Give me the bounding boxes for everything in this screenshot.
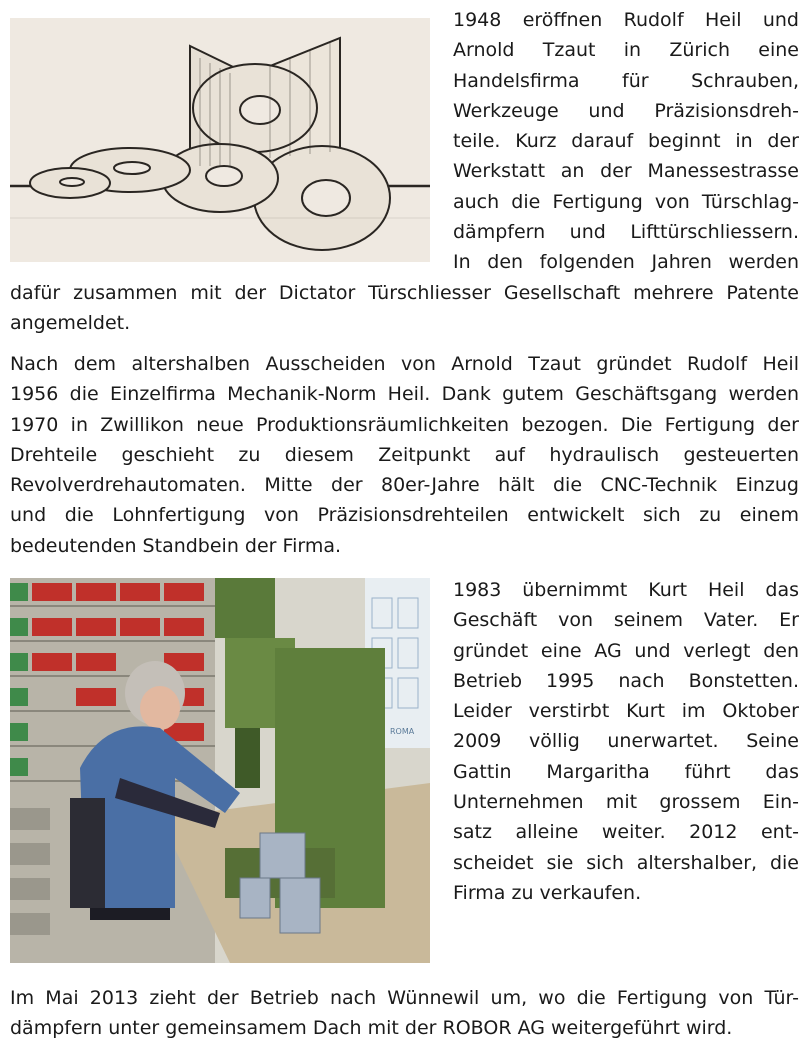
text-line: Unternehmen mit grossem Ein- [453,791,799,814]
text-line: gründet eine AG und verlegt den [453,639,799,662]
text-line: auch die Fertigung von Türschlag- [453,190,799,213]
text-line: Drehteile geschieht zu diesem Zeitpunkt auf hydraulisch gesteuerten [10,443,799,466]
workshop-photo-icon [10,578,430,963]
text-line: satz alleine weiter. 2012 ent- [453,821,799,844]
text-line: 2009 völlig unerwartet. Seine [453,730,799,753]
text-line: 1948 eröffnen Rudolf Heil und [453,9,799,31]
text-line: dämpfern und Lifttürschliessern. [453,221,799,244]
washers-illustration-icon [10,18,430,262]
workshop-photo [10,578,430,963]
paragraph-4 [10,983,799,1044]
text-line: Geschäft von seinem Vater. Er [453,609,799,632]
paragraph-3 [453,575,799,908]
text-line: bedeutenden Standbein der Firma. [10,534,342,557]
text-line: In den folgenden Jahren werden [453,251,799,274]
text-line: Gattin Margaritha führt das [453,760,799,783]
text-line: angemeldet. [10,312,131,335]
text-line: Leider verstirbt Kurt im Oktober [453,700,799,723]
text-line: Betrieb 1995 nach Bonstetten. [453,669,799,692]
text-line: Nach dem altershalben Ausscheiden von Arnold Tzaut gründet Rudolf Heil [10,353,799,375]
paragraph-1 [453,5,799,278]
text-line: Revolverdrehautomaten. Mitte der 80er-Jahre hält die CNC-Technik Einzug [10,474,799,497]
text-line: 1983 übernimmt Kurt Heil das [453,579,799,601]
text-line: Werkstatt an der Manessestrasse [453,160,799,183]
text-line: dafür zusammen mit der Dictator Türschliesser Gesellschaft mehrere Patente [10,282,799,304]
text-line: Handelsfirma für Schrauben, [453,69,799,92]
text-line: Arnold Tzaut in Zürich eine [453,39,799,62]
text-line: Firma zu verkaufen. [453,881,642,904]
paragraph-1-continuation [10,278,799,339]
text-line: dämpfern unter gemeinsamem Dach mit der ROBOR AG weitergeführt wird. [10,1017,733,1040]
text-line: und die Lohnfertigung von Präzisionsdrehteilen entwickelt sich zu einem [10,504,799,527]
paragraph-2 [10,349,799,561]
text-line: 1956 die Einzelfirma Mechanik-Norm Heil. Dank gutem Geschäftsgang werden [10,383,799,406]
text-line: Werkzeuge und Präzisionsdreh- [453,99,799,122]
text-line: Im Mai 2013 zieht der Betrieb nach Wünnewil um, wo die Fertigung von Tür- [10,987,799,1009]
washers-illustration [10,18,430,262]
text-line: teile. Kurz darauf beginnt in der [453,130,799,153]
poster-text: ROMA [390,727,415,736]
text-line: scheidet sie sich altershalber, die [453,851,799,874]
text-line: 1970 in Zwillikon neue Produktionsräumlichkeiten bezogen. Die Fertigung der [10,413,799,436]
